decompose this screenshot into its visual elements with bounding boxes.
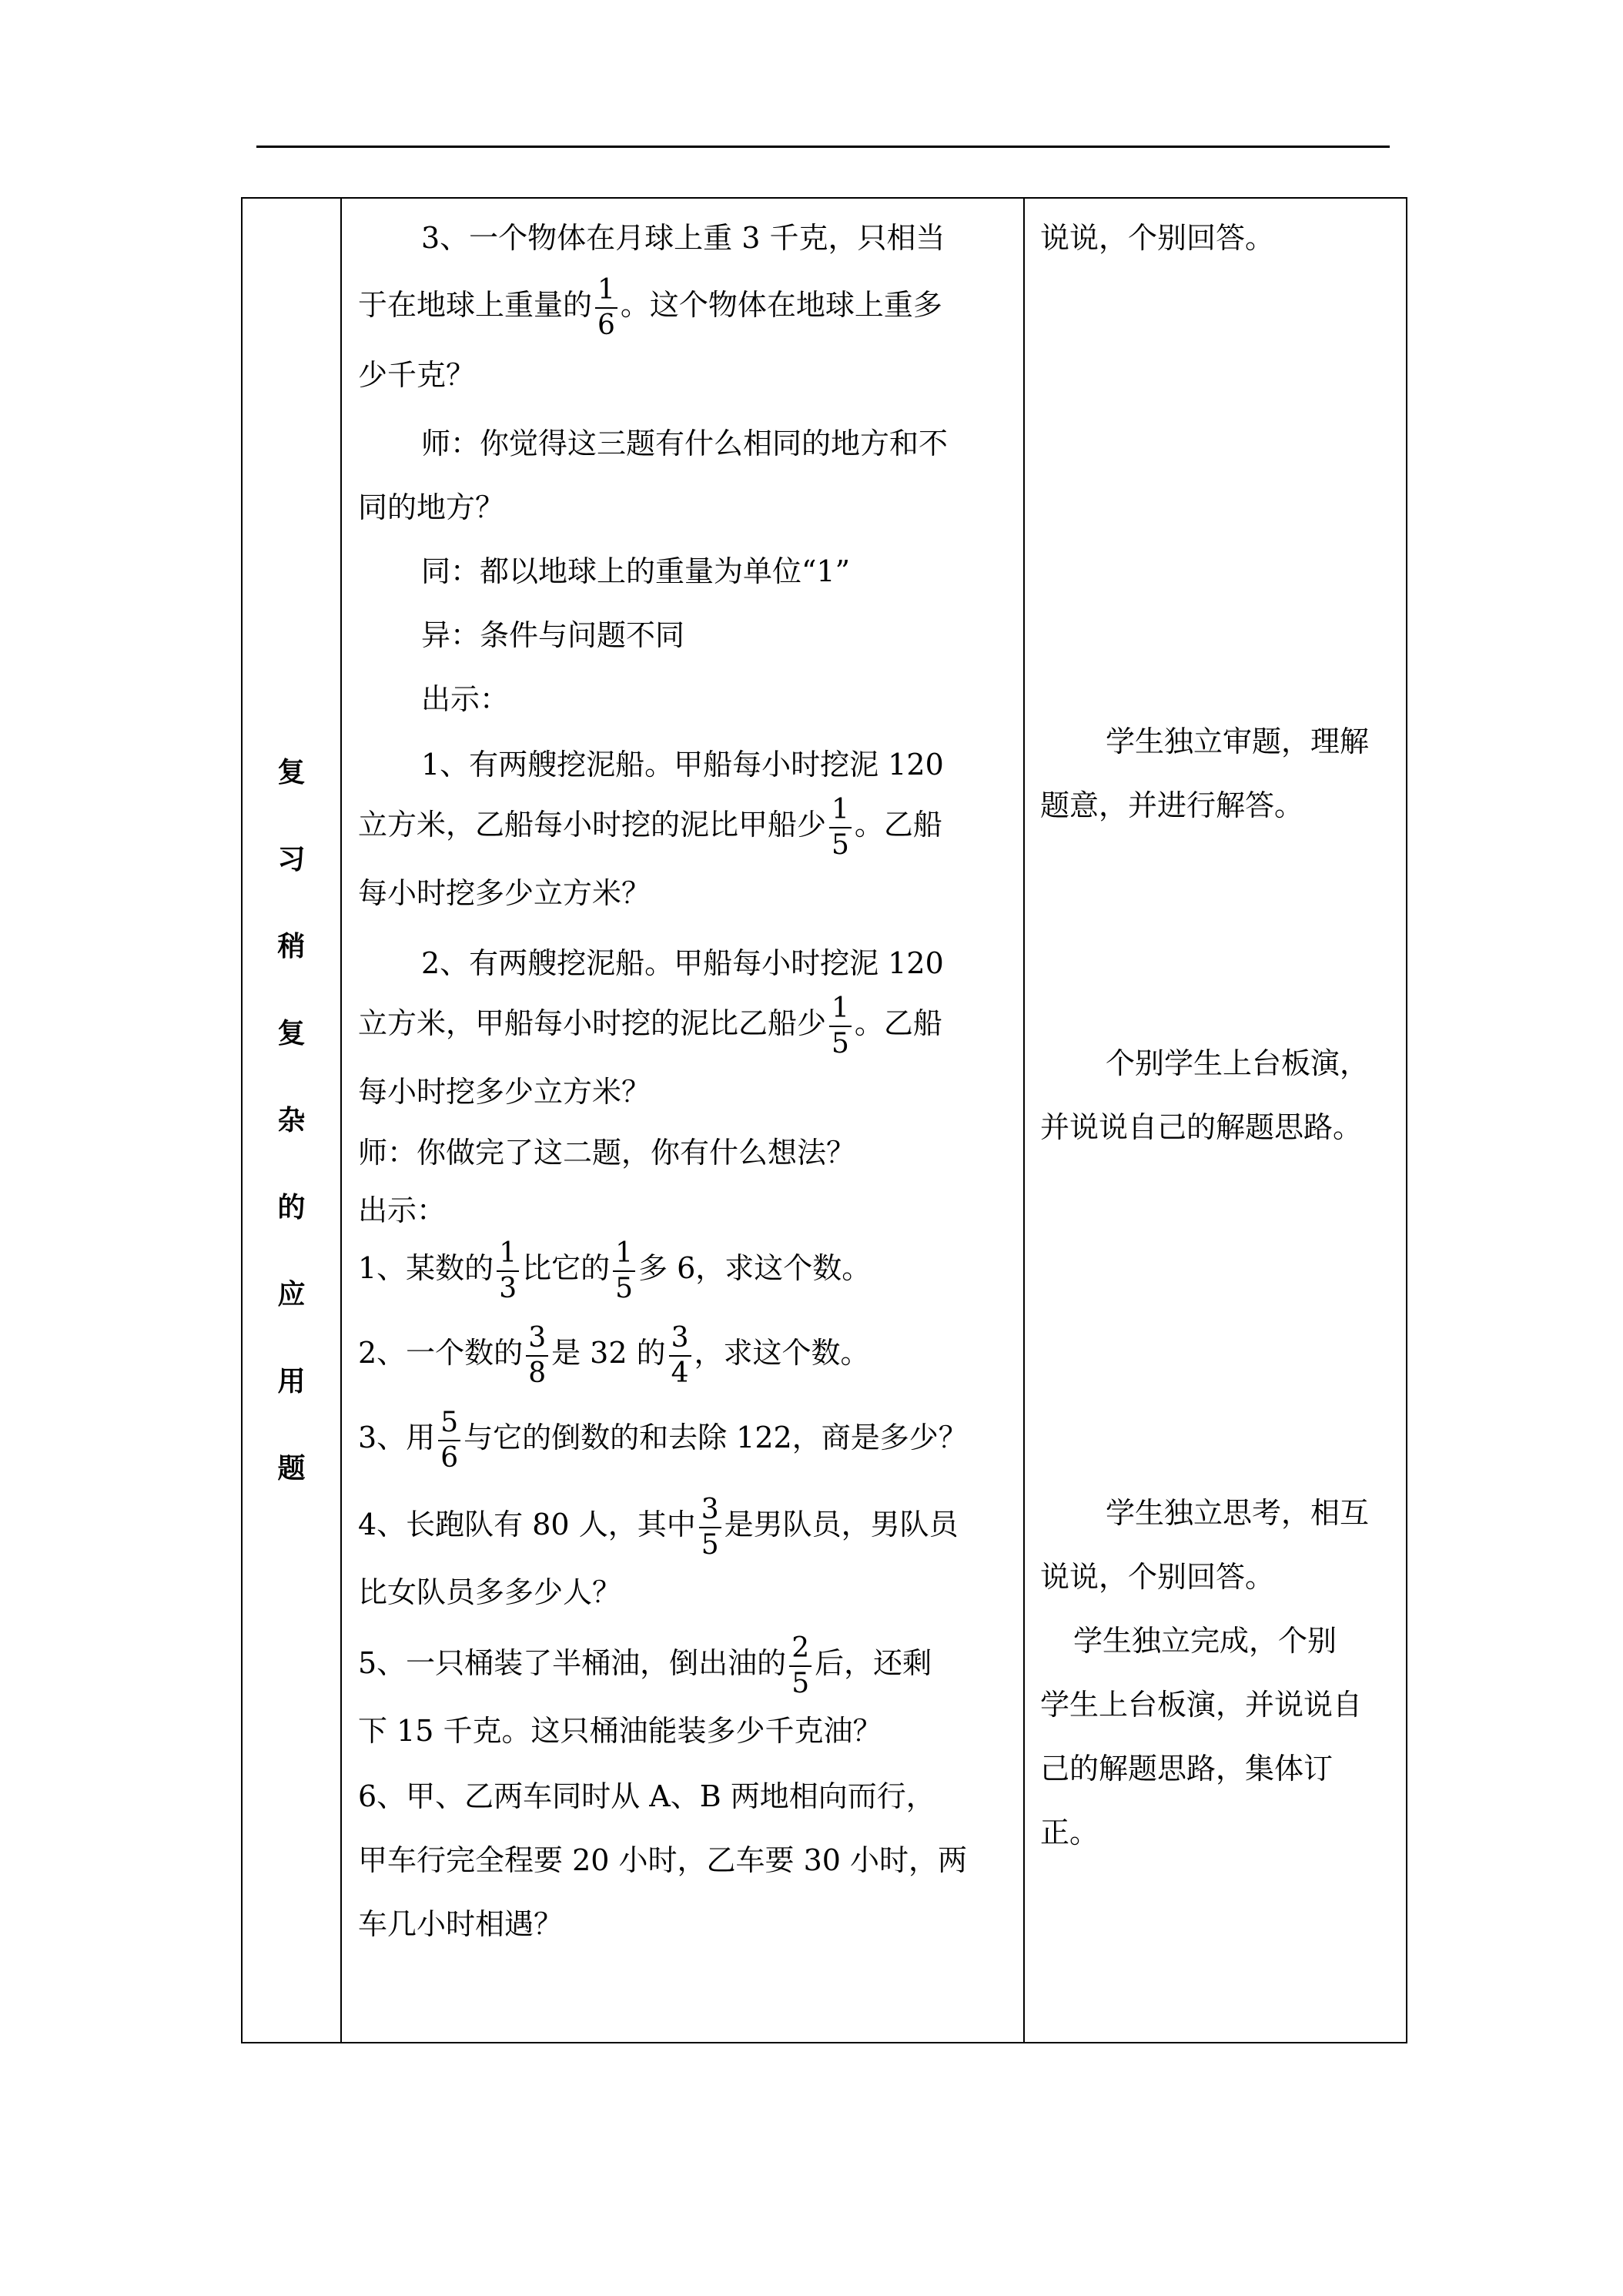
student-activity-cell [1024,198,1407,2043]
student-note-3-line1: 个别学生上台板演， [1106,1046,1370,1080]
section-char: 复 [277,1016,306,1049]
header-rule [256,146,1390,148]
q3-line3: 少千克？ [358,358,476,392]
section-char: 的 [277,1190,306,1223]
section-char: 应 [277,1277,306,1310]
fraction: $\frac{2}{5}$ [789,1635,812,1698]
different-point: 异：条件与问题不同 [421,618,685,652]
fraction: $\frac{1}{6}$ [595,276,617,340]
section-char: 题 [277,1451,306,1484]
exercise-5-line2: 下 15 千克。这只桶油能装多少千克油？ [358,1714,882,1748]
show-label-2: 出示： [358,1193,447,1227]
p2-line2: 立方米，甲船每小时挖的泥比乙船少 $\frac{1}{5}$ 。乙船 [358,992,942,1059]
exercise-3: 3、用 $\frac{5}{6}$ 与它的倒数的和去除 122，商是多少？ [358,1406,968,1474]
p2-line1: 2、有两艘挖泥船。甲船每小时挖泥 120 [421,946,944,980]
section-char: 杂 [277,1103,306,1136]
student-note-1: 说说，个别回答。 [1040,221,1275,255]
exercise-6-line3: 车几小时相遇？ [358,1907,564,1941]
teacher-question-line1: 师：你觉得这三题有什么相同的地方和不 [421,427,949,460]
exercise-5-line1: 5、一只桶装了半桶油，倒出油的 $\frac{2}{5}$ 后，还剩 [358,1632,932,1699]
exercise-2: 2、一个数的 $\frac{3}{8}$ 是 32 的 $\frac{3}{4}$ ，求这个数。 [358,1321,870,1389]
q3-line1: 3、一个物体在月球上重 3 千克，只相当 [421,221,945,255]
fraction: $\frac{3}{5}$ [699,1496,721,1559]
show-label: 出示： [421,682,510,716]
lesson-table [241,197,1407,2043]
fraction: $\frac{3}{8}$ [526,1324,548,1387]
student-note-2-line2: 题意，并进行解答。 [1040,788,1304,822]
section-char: 习 [277,842,306,875]
fraction: $\frac{5}{6}$ [438,1409,460,1472]
fraction: $\frac{3}{4}$ [669,1324,691,1387]
fraction: $\frac{1}{5}$ [613,1240,635,1303]
teaching-process-cell [341,198,1024,2043]
same-point: 同：都以地球上的重量为单位“1” [421,554,851,588]
section-title [243,199,340,2042]
p1-line3: 每小时挖多少立方米？ [358,876,651,910]
exercise-6-line1: 6、甲、乙两车同时从 A、B 两地相向而行， [358,1779,935,1813]
section-char: 用 [277,1364,306,1397]
student-note-5-line3: 己的解题思路，集体订 [1040,1752,1334,1786]
q3-line2: 于在地球上重量的 $\frac{1}{6}$ 。这个物体在地球上重多 [358,273,942,341]
exercise-1: 1、某数的 $\frac{1}{3}$ 比它的 $\frac{1}{5}$ 多 6，求这个数。 [358,1237,872,1304]
fraction: $\frac{1}{5}$ [829,796,852,859]
student-note-4-line1: 学生独立思考，相互 [1106,1496,1370,1530]
section-char: 稍 [277,929,306,962]
p2-line3: 每小时挖多少立方米？ [358,1075,651,1109]
exercise-4-line1: 4、长跑队有 80 人，其中 $\frac{3}{5}$ 是男队员，男队员 [358,1493,959,1561]
section-cell [242,198,341,2043]
student-note-4-line2: 说说，个别回答。 [1040,1560,1275,1594]
teacher-think: 师：你做完了这二题，你有什么想法？ [358,1136,856,1170]
exercise-4-line2: 比女队员多多少人？ [358,1575,622,1609]
student-note-5-line4: 正。 [1040,1816,1099,1849]
section-char: 复 [277,755,306,788]
student-note-5-line2: 学生上台板演，并说说自 [1040,1688,1363,1722]
p1-line2: 立方米，乙船每小时挖的泥比甲船少 $\frac{1}{5}$ 。乙船 [358,793,942,861]
teacher-question-line2: 同的地方？ [358,490,505,524]
student-note-5-line1: 学生独立完成，个别 [1073,1624,1337,1658]
exercise-6-line2: 甲车行完全程要 20 小时，乙车要 30 小时，两 [358,1843,968,1877]
fraction: $\frac{1}{3}$ [497,1240,519,1303]
student-note-2-line1: 学生独立审题，理解 [1106,725,1370,758]
p1-line1: 1、有两艘挖泥船。甲船每小时挖泥 120 [421,748,944,782]
student-note-3-line2: 并说说自己的解题思路。 [1040,1110,1363,1144]
fraction: $\frac{1}{5}$ [829,995,852,1058]
